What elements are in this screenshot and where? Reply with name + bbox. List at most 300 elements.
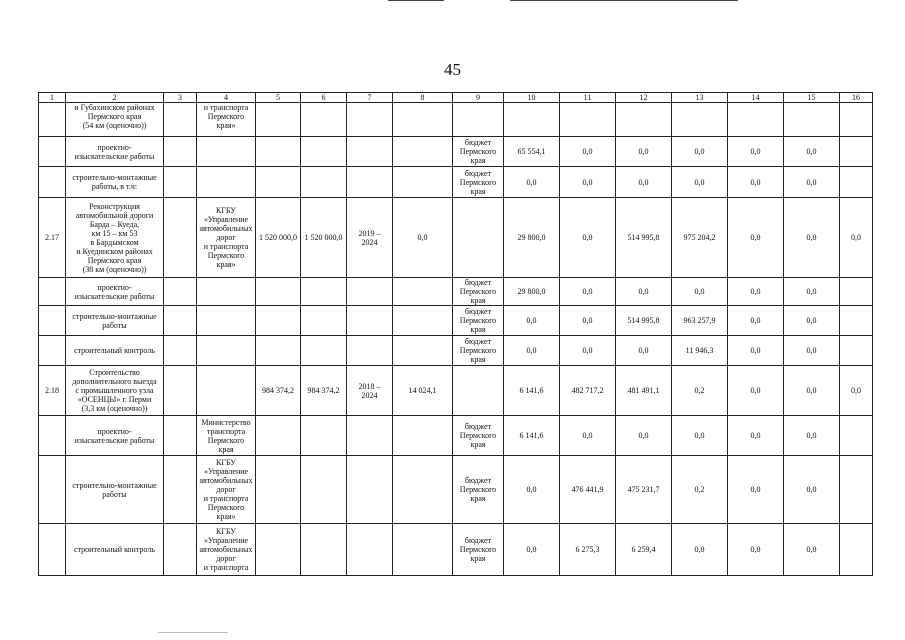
table-row — [39, 456, 873, 524]
table-row — [39, 336, 873, 366]
cell-text: 481 491,1 — [627, 386, 660, 395]
table-cell — [560, 366, 616, 416]
cell-text: строительно-монтажные работы — [72, 311, 157, 330]
cell-text: 2018 – 2024 — [358, 381, 381, 400]
table-cell — [453, 416, 504, 456]
column-header: 8 — [393, 93, 453, 103]
table-row — [39, 306, 873, 336]
table-cell — [784, 278, 840, 306]
table-cell — [301, 137, 347, 167]
table-cell — [39, 137, 66, 167]
table-cell — [301, 167, 347, 198]
table-cell — [66, 336, 164, 366]
table-cell — [164, 524, 197, 576]
table-cell — [728, 456, 784, 524]
cell-text: 0,0 — [694, 147, 705, 156]
table-cell — [504, 416, 560, 456]
table-cell — [347, 524, 393, 576]
table-cell — [560, 306, 616, 336]
cell-text: 0,0 — [638, 346, 649, 355]
table-cell — [616, 278, 672, 306]
cell-text: 0,0 — [750, 287, 761, 296]
table-cell — [728, 103, 784, 137]
table-cell — [504, 278, 560, 306]
table-cell — [784, 103, 840, 137]
table-cell — [504, 366, 560, 416]
table-cell — [197, 198, 256, 278]
cell-text: проектно- изыскательские работы — [74, 426, 155, 445]
cell-text: 29 800,0 — [517, 233, 546, 242]
table-cell — [256, 167, 301, 198]
table-cell — [347, 416, 393, 456]
table-cell — [453, 137, 504, 167]
cell-text: 0,2 — [694, 485, 705, 494]
cell-text: 984 374,2 — [307, 386, 340, 395]
table-cell — [616, 167, 672, 198]
table-cell — [347, 366, 393, 416]
column-header: 13 — [672, 93, 728, 103]
top-rule-left — [388, 0, 444, 1]
cell-text: 0,0 — [526, 177, 537, 187]
table-cell — [840, 416, 873, 456]
cell-text: 0,0 — [694, 177, 705, 187]
table-cell — [784, 366, 840, 416]
cell-text: бюджет Пермского края — [459, 536, 497, 563]
cell-text: 29 800,0 — [517, 287, 546, 296]
table-cell — [784, 336, 840, 366]
table-row — [39, 416, 873, 456]
table-cell — [66, 167, 164, 198]
column-header: 7 — [347, 93, 393, 103]
table-cell — [560, 416, 616, 456]
table-row — [39, 167, 873, 198]
cell-text: и Губахинском районах Пермского края (54 км (оценочно)) — [74, 103, 155, 130]
cell-text: 0,0 — [750, 147, 761, 156]
cell-text: КГБУ «Управление автомобильных дорог и транспорта — [199, 527, 253, 572]
cell-text: бюджет Пермского края — [459, 138, 497, 165]
cell-text: 0,0 — [582, 316, 593, 325]
cell-text: 0,0 — [851, 233, 861, 242]
table-cell — [66, 366, 164, 416]
table-cell — [672, 416, 728, 456]
cell-text: 0,0 — [582, 147, 593, 156]
cell-text: проектно- изыскательские работы — [74, 142, 155, 161]
cell-text: 6 259,4 — [631, 545, 656, 554]
table-cell — [840, 137, 873, 167]
table-cell — [393, 306, 453, 336]
cell-text: КГБУ «Управление автомобильных дорог и транспорта Пермского края» — [199, 458, 253, 521]
cell-text: строительный контроль — [74, 346, 155, 355]
cell-text: 0,0 — [694, 287, 705, 296]
cell-text: строительно-монтажные работы — [72, 480, 157, 499]
cell-text: 0,0 — [417, 233, 428, 242]
table-cell — [560, 456, 616, 524]
table-cell — [616, 456, 672, 524]
table-cell — [453, 366, 504, 416]
column-header: 15 — [784, 93, 840, 103]
cell-text: 0,0 — [750, 386, 761, 395]
page-number: 45 — [444, 60, 461, 79]
cell-text: 0,0 — [638, 177, 649, 187]
table-cell — [393, 137, 453, 167]
table-cell — [66, 198, 164, 278]
column-header: 1 — [39, 93, 66, 103]
table-cell — [672, 167, 728, 198]
table-cell — [301, 198, 347, 278]
table-cell — [256, 366, 301, 416]
table-cell — [504, 137, 560, 167]
column-header: 9 — [453, 93, 504, 103]
cell-text: 0,0 — [750, 431, 761, 440]
cell-text: 0,0 — [526, 346, 537, 355]
table-cell — [453, 103, 504, 137]
table-cell — [197, 306, 256, 336]
table-cell — [66, 306, 164, 336]
table-row — [39, 366, 873, 416]
column-header: 2 — [66, 93, 164, 103]
table-cell — [164, 336, 197, 366]
cell-text: строительный контроль — [74, 545, 155, 554]
cell-text: 0,0 — [750, 233, 761, 242]
cell-text: 0,0 — [806, 485, 817, 494]
table-cell — [616, 103, 672, 137]
table-cell — [560, 336, 616, 366]
table-cell — [784, 306, 840, 336]
column-header: 10 — [504, 93, 560, 103]
cell-text: 11 946,3 — [685, 346, 714, 355]
table-cell — [784, 524, 840, 576]
table-cell — [347, 336, 393, 366]
table-cell — [840, 278, 873, 306]
cell-text: 0,0 — [638, 431, 649, 440]
table-cell — [784, 137, 840, 167]
table-cell — [393, 524, 453, 576]
table-cell — [728, 306, 784, 336]
table-cell — [784, 167, 840, 198]
cell-text: 0,0 — [582, 287, 593, 296]
table-body — [39, 93, 873, 576]
table-cell — [560, 278, 616, 306]
cell-text: бюджет Пермского края — [459, 476, 497, 503]
table-cell — [256, 456, 301, 524]
table-cell — [197, 456, 256, 524]
table-cell — [164, 456, 197, 524]
table-cell — [840, 103, 873, 137]
table-cell — [504, 456, 560, 524]
table-cell — [728, 336, 784, 366]
table-cell — [197, 278, 256, 306]
table-cell — [393, 456, 453, 524]
table-cell — [301, 103, 347, 137]
table-cell — [197, 416, 256, 456]
column-header: 11 — [560, 93, 616, 103]
table-cell — [672, 137, 728, 167]
cell-text: 0,0 — [526, 485, 537, 494]
table-cell — [784, 416, 840, 456]
column-header: 14 — [728, 93, 784, 103]
table-cell — [39, 336, 66, 366]
table-cell — [197, 137, 256, 167]
table-cell — [616, 524, 672, 576]
cell-text: 0,0 — [750, 545, 761, 554]
cell-text: 0,0 — [806, 545, 817, 554]
table-cell — [453, 336, 504, 366]
table-cell — [840, 306, 873, 336]
table-cell — [728, 167, 784, 198]
column-header: 6 — [301, 93, 347, 103]
table-cell — [393, 167, 453, 198]
cell-text: 1 520 000,0 — [304, 233, 343, 242]
table-cell — [560, 524, 616, 576]
table-cell — [728, 366, 784, 416]
table-cell — [840, 198, 873, 278]
table-row — [39, 137, 873, 167]
table-cell — [504, 167, 560, 198]
cell-text: 0,0 — [694, 545, 705, 554]
cell-text: 0,0 — [526, 545, 537, 554]
table-cell — [197, 167, 256, 198]
cell-text: строительно-монтажные работы, в т.ч: — [72, 173, 157, 191]
cell-text: 0,0 — [694, 431, 705, 440]
table-cell — [347, 198, 393, 278]
table-cell — [197, 524, 256, 576]
table-cell — [39, 167, 66, 198]
table-cell — [784, 198, 840, 278]
table-cell — [347, 456, 393, 524]
table-cell — [672, 278, 728, 306]
table-cell — [393, 103, 453, 137]
table-cell — [301, 278, 347, 306]
table-cell — [301, 366, 347, 416]
table-cell — [672, 103, 728, 137]
table-cell — [560, 103, 616, 137]
table-cell — [453, 198, 504, 278]
table-cell — [840, 456, 873, 524]
table-cell — [347, 306, 393, 336]
column-header: 12 — [616, 93, 672, 103]
cell-text: 514 995,8 — [627, 316, 660, 325]
cell-text: 2.18 — [45, 386, 59, 395]
table-cell — [453, 167, 504, 198]
cell-text: 0,0 — [851, 386, 861, 395]
header-row — [39, 93, 873, 103]
table-cell — [256, 103, 301, 137]
cell-text: 0,0 — [750, 485, 761, 494]
cell-text: 476 441,9 — [571, 485, 604, 494]
table-cell — [728, 416, 784, 456]
table-cell — [301, 416, 347, 456]
cell-text: 6 275,3 — [575, 545, 600, 554]
table-cell — [301, 306, 347, 336]
table-cell — [504, 306, 560, 336]
table-row — [39, 103, 873, 137]
table-cell — [616, 137, 672, 167]
table-cell — [39, 198, 66, 278]
table-cell — [393, 198, 453, 278]
table-cell — [39, 416, 66, 456]
table-cell — [66, 137, 164, 167]
table-cell — [840, 366, 873, 416]
table-cell — [504, 336, 560, 366]
table-cell — [39, 456, 66, 524]
table-cell — [672, 306, 728, 336]
table-cell — [347, 103, 393, 137]
cell-text: 0,0 — [750, 177, 761, 187]
table-cell — [66, 278, 164, 306]
cell-text: 65 554,1 — [517, 147, 546, 156]
cell-text: 0,2 — [694, 386, 705, 395]
table-cell — [39, 366, 66, 416]
column-header: 5 — [256, 93, 301, 103]
table-cell — [39, 278, 66, 306]
table-cell — [256, 278, 301, 306]
cell-text: 2.17 — [45, 233, 59, 242]
cell-text: 0,0 — [806, 346, 817, 355]
table-cell — [301, 524, 347, 576]
cell-text: бюджет Пермского края — [459, 168, 497, 196]
cell-text: 14 024,1 — [408, 386, 437, 395]
table-cell — [616, 336, 672, 366]
table-cell — [672, 336, 728, 366]
cell-text: 0,0 — [750, 346, 761, 355]
table-cell — [616, 306, 672, 336]
table-cell — [197, 336, 256, 366]
table-cell — [256, 336, 301, 366]
cell-text: 482 717,2 — [571, 386, 604, 395]
cell-text: 6 141,6 — [519, 386, 544, 395]
cell-text: 984 374,2 — [262, 386, 294, 395]
cell-text: проектно- изыскательские работы — [74, 282, 155, 301]
table-cell — [393, 278, 453, 306]
table-cell — [301, 336, 347, 366]
cell-text: 514 995,8 — [627, 233, 660, 242]
cell-text: Строительство дополнительного выезда с промышленного узла «ОСЕНЦЫ» г. Перми (3,3 км (оценочно)) — [72, 368, 157, 413]
cell-text: бюджет Пермского края — [459, 422, 497, 449]
table-cell — [164, 416, 197, 456]
table-cell — [164, 366, 197, 416]
table-cell — [347, 137, 393, 167]
cell-text: 0,0 — [806, 233, 817, 242]
table-cell — [164, 167, 197, 198]
table-cell — [197, 103, 256, 137]
table-cell — [66, 524, 164, 576]
table-row — [39, 198, 873, 278]
table-cell — [256, 416, 301, 456]
table-cell — [393, 416, 453, 456]
table-cell — [616, 198, 672, 278]
table-cell — [560, 198, 616, 278]
table-cell — [256, 524, 301, 576]
cell-text: бюджет Пермского края — [459, 278, 497, 305]
cell-text: 1 520 000,0 — [259, 233, 297, 242]
table-cell — [164, 198, 197, 278]
top-rule-right — [510, 0, 738, 1]
cell-text: 975 204,2 — [683, 233, 716, 242]
cell-text: 0,0 — [806, 431, 817, 440]
table-cell — [39, 103, 66, 137]
table-cell — [393, 366, 453, 416]
table-cell — [672, 456, 728, 524]
cell-text: 0,0 — [582, 177, 593, 187]
table-cell — [616, 416, 672, 456]
cell-text: КГБУ «Управление автомобильных дорог и транспорта Пермского края» — [199, 206, 253, 269]
table-cell — [39, 524, 66, 576]
table-cell — [453, 278, 504, 306]
cell-text: 0,0 — [806, 316, 817, 325]
cell-text: 2019 – 2024 — [358, 228, 381, 247]
table-cell — [728, 198, 784, 278]
table-cell — [728, 278, 784, 306]
table-cell — [164, 278, 197, 306]
cell-text: 0,0 — [638, 287, 649, 296]
cell-text: 963 257,9 — [683, 316, 716, 325]
table-cell — [66, 456, 164, 524]
cell-text: 0,0 — [806, 177, 817, 187]
table-cell — [164, 137, 197, 167]
cell-text: н транспорта Пермского края» — [203, 103, 249, 130]
cell-text: Министерство транспорта Пермского края — [201, 417, 251, 454]
column-header: 3 — [164, 93, 197, 103]
table-cell — [728, 137, 784, 167]
table-cell — [453, 306, 504, 336]
table-cell — [560, 167, 616, 198]
table-cell — [504, 524, 560, 576]
budget-table — [38, 92, 873, 576]
table-cell — [504, 198, 560, 278]
table-cell — [66, 103, 164, 137]
cell-text: 0,0 — [582, 431, 593, 440]
cell-text: Реконструкция автомобильной дороги Барда – Куеда, км 15 – км 53 в Бардымском и Куединском районах Пермского края (38 км (оценочно)) — [75, 201, 154, 274]
table-cell — [256, 306, 301, 336]
table-cell — [66, 416, 164, 456]
column-header: 16 — [840, 93, 873, 103]
table-cell — [616, 366, 672, 416]
cell-text: 0,0 — [526, 316, 537, 325]
cell-text: бюджет Пермского края — [459, 337, 497, 364]
column-header: 4 — [197, 93, 256, 103]
table-cell — [672, 366, 728, 416]
table-cell — [39, 306, 66, 336]
table-cell — [453, 456, 504, 524]
table-cell — [840, 167, 873, 198]
table-cell — [672, 198, 728, 278]
table-cell — [840, 336, 873, 366]
cell-text: 475 231,7 — [627, 485, 660, 494]
table-cell — [728, 524, 784, 576]
table-cell — [672, 524, 728, 576]
table-cell — [301, 456, 347, 524]
table-row — [39, 524, 873, 576]
cell-text: 0,0 — [582, 233, 593, 242]
table-cell — [197, 366, 256, 416]
table-cell — [784, 456, 840, 524]
table-cell — [504, 103, 560, 137]
table-cell — [840, 524, 873, 576]
cell-text: 0,0 — [582, 346, 593, 355]
table-cell — [453, 524, 504, 576]
cell-text: 0,0 — [638, 147, 649, 156]
table-cell — [393, 336, 453, 366]
table-cell — [560, 137, 616, 167]
cell-text: 0,0 — [806, 147, 817, 156]
cell-text: 0,0 — [806, 386, 817, 395]
cell-text: 6 141,6 — [519, 431, 544, 440]
table-cell — [164, 306, 197, 336]
table-cell — [256, 198, 301, 278]
table-cell — [256, 137, 301, 167]
table-row — [39, 278, 873, 306]
cell-text: 0,0 — [806, 287, 817, 296]
